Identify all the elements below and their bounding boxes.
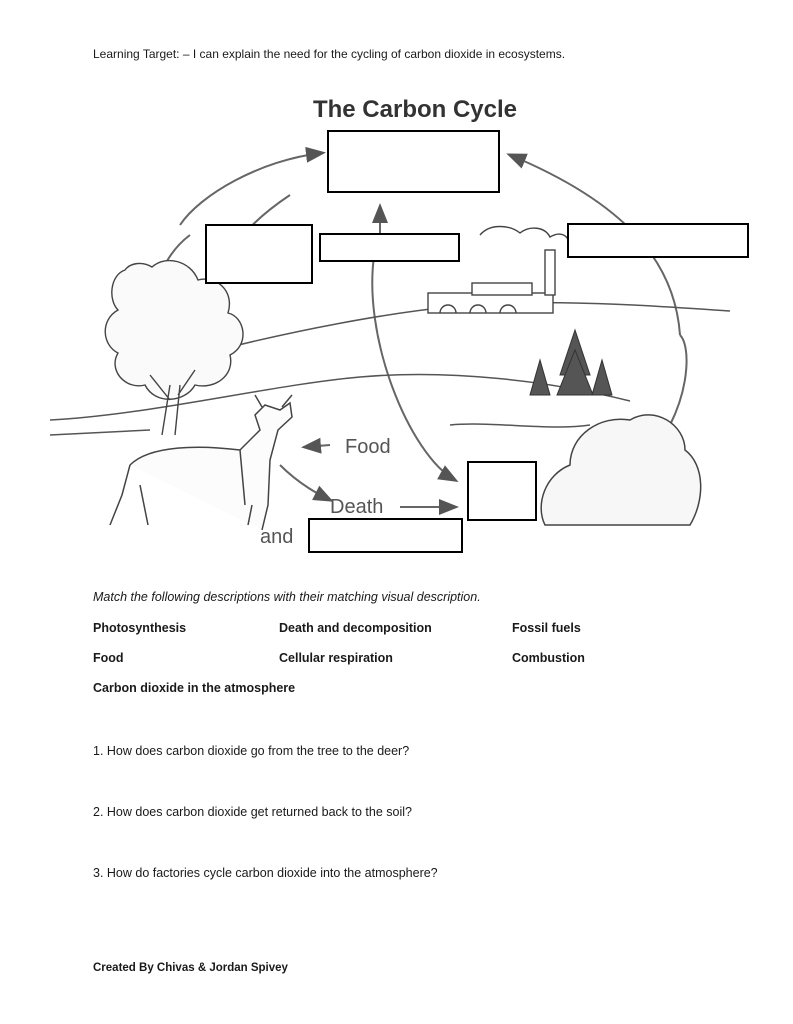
deer-illustration <box>110 395 292 530</box>
bush-illustration <box>541 415 701 525</box>
term-combustion: Combustion <box>512 651 585 665</box>
term-food: Food <box>93 651 124 665</box>
answer-box-atmosphere[interactable] <box>327 130 500 193</box>
diagram-title: The Carbon Cycle <box>312 96 518 123</box>
matching-instruction: Match the following descriptions with their matching visual description. <box>93 590 481 604</box>
pine-trees <box>530 330 612 395</box>
answer-box-middle[interactable] <box>319 233 460 262</box>
question-1: 1. How does carbon dioxide go from the tree to the deer? <box>93 744 410 758</box>
tree-illustration <box>105 261 243 435</box>
answer-box-tree[interactable] <box>205 224 313 284</box>
term-fossil-fuels: Fossil fuels <box>512 621 581 635</box>
answer-box-soil[interactable] <box>467 461 537 521</box>
question-2: 2. How does carbon dioxide get returned back to the soil? <box>93 805 412 819</box>
term-cellular-respiration: Cellular respiration <box>279 651 393 665</box>
learning-target: Learning Target: – I can explain the need for the cycling of carbon dioxide in ecosystems. <box>93 47 566 61</box>
food-label: Food <box>345 436 391 458</box>
term-death-decomposition: Death and decomposition <box>279 621 432 635</box>
question-3: 3. How do factories cycle carbon dioxide into the atmosphere? <box>93 866 438 880</box>
answer-box-decomposition[interactable] <box>308 518 463 553</box>
term-photosynthesis: Photosynthesis <box>93 621 187 635</box>
and-label: and <box>260 526 294 548</box>
author-credit: Created By Chivas & Jordan Spivey <box>93 962 288 974</box>
term-co2-atmosphere: Carbon dioxide in the atmosphere <box>93 681 296 695</box>
death-label: Death <box>330 496 384 518</box>
answer-box-factory[interactable] <box>567 223 749 258</box>
